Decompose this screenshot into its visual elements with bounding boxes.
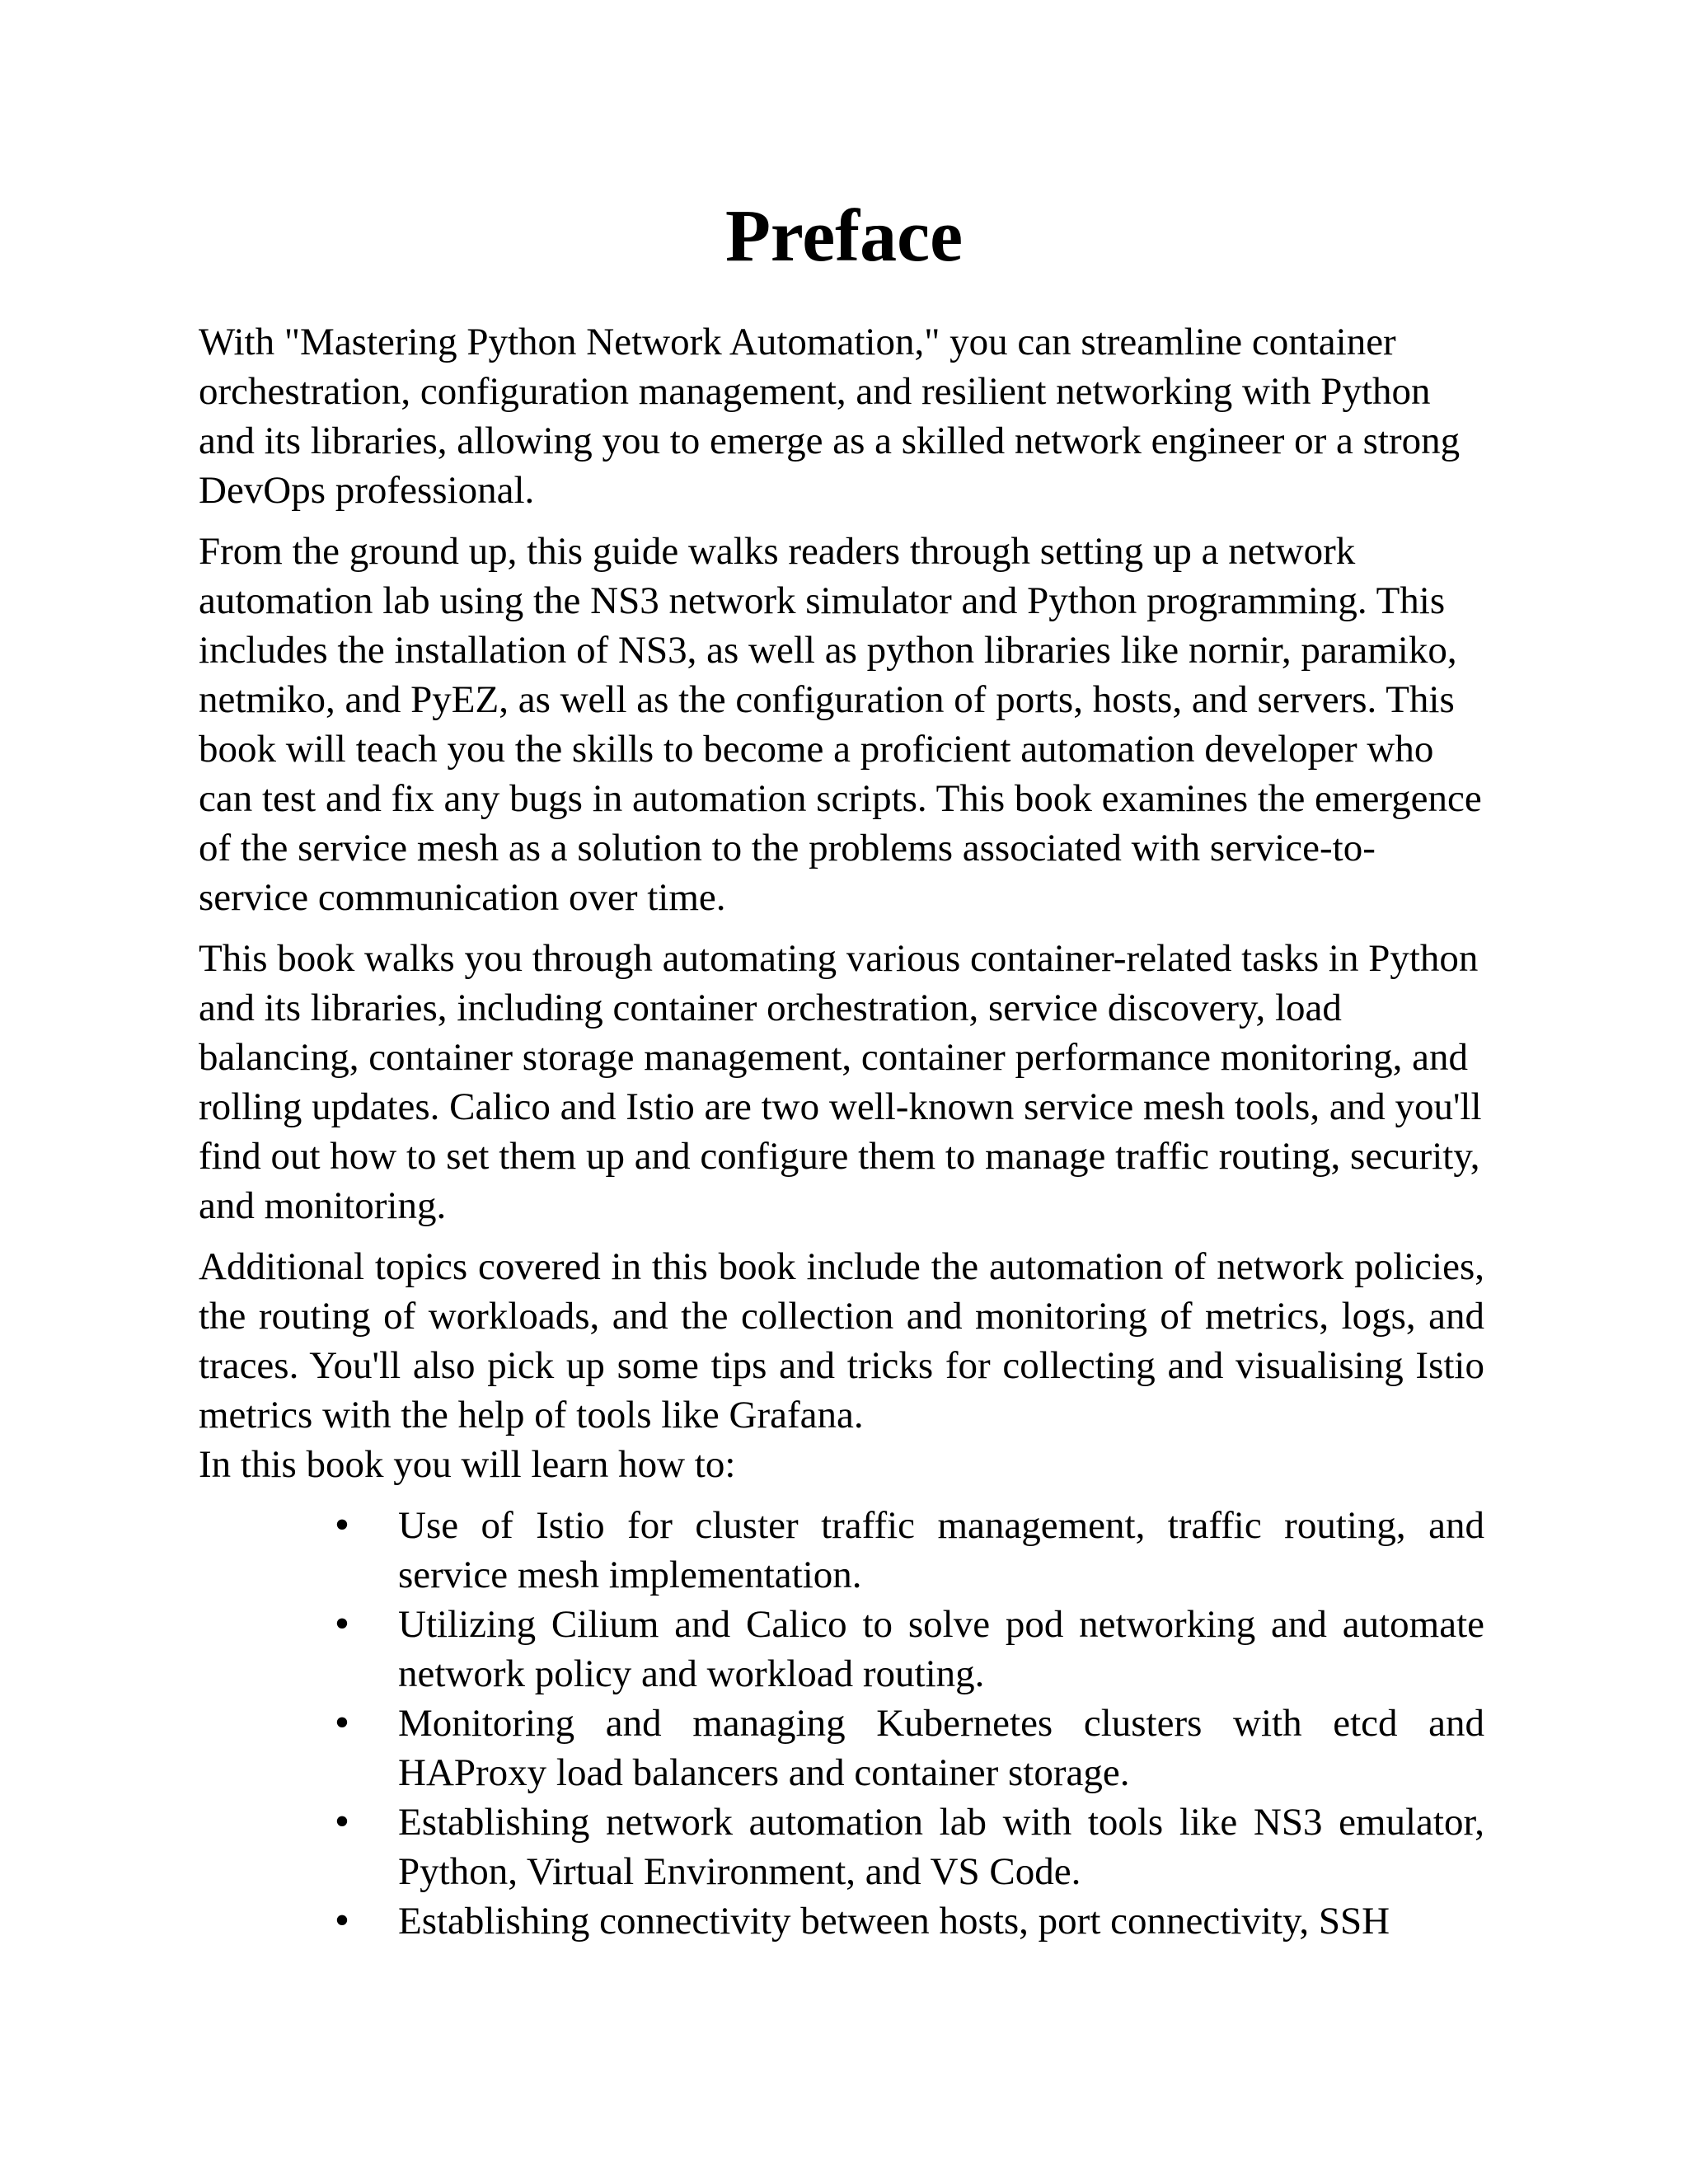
learning-list — [199, 1501, 1484, 1946]
list-item — [334, 1600, 1484, 1699]
list-item — [334, 1501, 1484, 1600]
list-item-text: Establishing network automation lab with tools like NS3 emulator, Python, Virtual Environment, and VS Code. — [398, 1801, 1484, 1893]
list-item-text: Establishing connectivity between hosts, port connectivity, SSH — [398, 1900, 1390, 1943]
bullet-icon: • — [334, 1502, 350, 1549]
list-item-text: Utilizing Cilium and Calico to solve pod networking and automate network policy and workload routing. — [398, 1603, 1484, 1695]
list-item — [334, 1797, 1484, 1896]
paragraph-containers: This book walks you through automating various container-related tasks in Python and its libraries, including container orchestration, service discovery, load balancing, container storage management, container performance monitoring, and rolling updates. Calico and Istio are two well-known service mesh tools, and you'll find out how to set them up and configure them to manage traffic routing, security, and monitoring. — [199, 937, 1482, 1227]
list-item — [334, 1699, 1484, 1797]
paragraph-intro: With "Mastering Python Network Automation," you can streamline container orchestration, configuration management, and resilient networking with Python and its libraries, allowing you to emerge as a skilled network engineer or a strong DevOps professional. — [199, 321, 1461, 512]
document-body — [199, 317, 1484, 1946]
page-title: Preface — [724, 195, 964, 277]
list-item-text: Monitoring and managing Kubernetes clusters with etcd and HAProxy load balancers and container storage. — [398, 1702, 1484, 1794]
paragraph-additional-topics: Additional topics covered in this book include the automation of network policies, the routing of workloads, and the collection and monitoring of metrics, logs, and traces. You'll also pick up some tips and tricks for collecting and visualising Istio metrics with the help of tools like Grafana. — [199, 1245, 1484, 1436]
paragraph-lab-setup: From the ground up, this guide walks readers through setting up a network automation lab using the NS3 network simulator and Python programming. This includes the installation of NS3, as well as python libraries like nornir, paramiko, netmiko, and PyEZ, as well as the configuration of ports, hosts, and servers. This book will teach you the skills to become a proficient automation developer who can test and fix any bugs in automation scripts. This book examines the emergence of the service mesh as a solution to the problems associated with service-to-service communication over time. — [199, 530, 1482, 919]
list-item-text: Use of Istio for cluster traffic management, traffic routing, and service mesh implementation. — [398, 1504, 1484, 1596]
bullet-icon: • — [334, 1798, 350, 1845]
bullet-icon: • — [334, 1601, 350, 1647]
list-intro: In this book you will learn how to: — [199, 1443, 736, 1486]
bullet-icon: • — [334, 1897, 350, 1944]
list-item — [334, 1896, 1484, 1946]
bullet-icon: • — [334, 1699, 350, 1746]
